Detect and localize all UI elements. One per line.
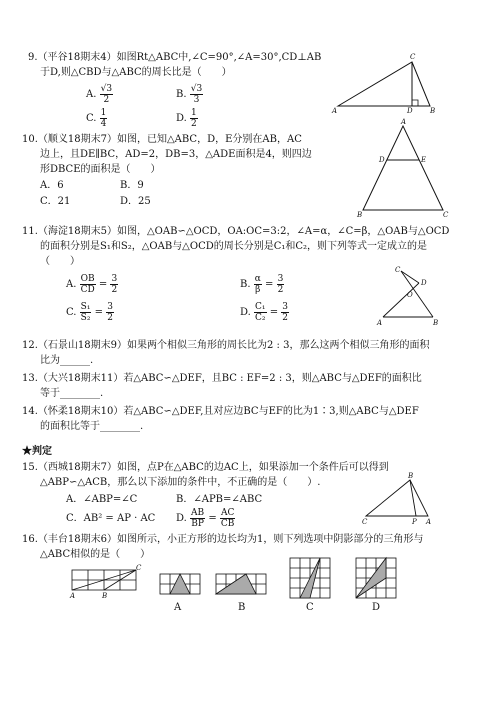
q10-line1: 10.（顺义18期末7）如图，已知△ABC，D，E分别在AB，AC xyxy=(22,134,302,145)
q9-d-fraction: $\frac{1}{2}$ xyxy=(191,108,197,129)
q9-option-d[interactable]: D. $\frac{1}{2}$ xyxy=(176,108,197,129)
q15-option-c[interactable]: C．AB² = AP · AC xyxy=(66,513,156,524)
q16-option-c-figure[interactable] xyxy=(288,556,332,600)
q10-line2: 边上，且DE∥BC，AD=2，DB=3，△ADE面积是4，则四边 xyxy=(40,149,312,160)
q16-label-option-c[interactable]: C xyxy=(306,602,314,613)
q11-option-a[interactable]: A. $\frac{OB}{CD}$ = $\frac{3}{2}$ xyxy=(66,274,118,295)
q9-triangle xyxy=(338,62,430,106)
q11-option-c[interactable]: C. $\frac{\text{S₁}}{\text{S₂}}$ = $\frac{3}{2}$ xyxy=(66,302,113,323)
q9-figure xyxy=(330,52,440,114)
q11-line1: 11.（海淀18期末5）如图，△OAB∽△OCD，OA:OC=3:2，∠A=α，∠C=β，△OAB与△OCD xyxy=(22,226,450,237)
q14-line2: 的面积比等于________. xyxy=(40,421,144,432)
q9-a-fraction: $\frac{√3}{2}$ xyxy=(100,84,113,105)
q10-option-c[interactable]: C．21 xyxy=(40,196,71,207)
q16-label-b: B xyxy=(102,592,108,600)
q10-label-a: A xyxy=(401,118,407,126)
q16-label-a: A xyxy=(70,592,76,600)
q10-triangle xyxy=(363,126,443,210)
q15-figure xyxy=(360,474,440,526)
section-heading: ★判定 xyxy=(22,446,52,457)
q16-label-option-b[interactable]: B xyxy=(238,602,246,613)
q16-label-option-a[interactable]: A xyxy=(174,602,182,613)
q9-b-fraction: $\frac{√3}{3}$ xyxy=(190,84,203,105)
q10-label-e: E xyxy=(421,156,427,164)
q11-label-o: O xyxy=(407,291,413,299)
q15-label-c: C xyxy=(362,518,368,526)
q10-label-b: B xyxy=(357,211,363,219)
q9-option-b[interactable]: B. $\frac{√3}{3}$ xyxy=(176,84,203,105)
q11-label-b: B xyxy=(433,319,439,327)
q14-line1: 14.（怀柔18期末10）若△ABC∽△DEF,且对应边BC与EF的比为1∶3,则△ABC与△DEF xyxy=(22,406,419,417)
q11-line3: （ ） xyxy=(40,256,80,267)
q15-line2: △ABP∽△ACB，那么以下添加的条件中，不正确的是（ ）. xyxy=(40,477,321,488)
q9-label-b: B xyxy=(430,107,436,115)
q16-option-b-figure[interactable] xyxy=(214,572,268,598)
q9-c-fraction: $\frac{1}{4}$ xyxy=(100,108,107,129)
q11-line2: 的面积分别是S₁和S₂，△OAB与△OCD的周长分别是C₁和C₂，则下列等式一定成立的是 xyxy=(40,241,428,252)
q16-line1: 16.（丰台18期末6）如图所示，小正方形的边长均为1，则下列选项中阴影部分的三角形与 xyxy=(22,534,424,545)
q11-seg-cb xyxy=(401,271,433,317)
q10-option-d[interactable]: D．25 xyxy=(120,196,151,207)
q9-option-c[interactable]: C. $\frac{1}{4}$ xyxy=(86,108,107,129)
q15-label-p: P xyxy=(412,518,417,526)
q10-figure xyxy=(355,118,455,218)
q10-option-b[interactable]: B．9 xyxy=(120,180,144,191)
q10-label-d: D xyxy=(379,156,385,164)
q9-option-a[interactable]: A. $\frac{√3}{2}$ xyxy=(86,84,113,105)
q15-triangle xyxy=(366,480,428,516)
q16-original-figure xyxy=(68,566,148,606)
q10-label-c: C xyxy=(443,211,449,219)
q15-option-d[interactable]: D. $\frac{AB}{BP}$ = $\frac{AC}{CB}$ xyxy=(176,508,235,529)
q16-option-d-figure[interactable] xyxy=(354,556,398,600)
q9-right-angle xyxy=(412,100,418,106)
q9-line2: 于D,则△CBD与△ABC的周长比是（ ） xyxy=(40,67,232,78)
q11-option-d[interactable]: D. $\frac{\text{C₁}}{\text{C₂}}$ = $\frac{3}{2}$ xyxy=(240,302,289,323)
q11-option-b[interactable]: B. $\frac{\alpha}{\beta}$ = $\frac{3}{2}$ xyxy=(240,274,284,295)
q15-option-b[interactable]: B．∠APB=∠ABC xyxy=(176,494,263,505)
q9-label-a: A xyxy=(332,107,338,115)
q12-line2: 比为______. xyxy=(40,355,94,366)
q15-line1: 15.（西城18期末7）如图，点P在△ABC的边AC上，如果添加一个条件后可以得到 xyxy=(22,462,389,473)
q9-line1: 9.（平谷18期末4）如图Rt△ABC中,∠C=90°,∠A=30°,CD⊥AB xyxy=(28,52,322,63)
q16-label-c: C xyxy=(136,564,142,572)
q9-label-d: D xyxy=(407,107,413,115)
q13-line1: 13.（大兴18期末11）若△ABC∽△DEF，且BC : EF=2 : 3，则△ABC与△DEF的面积比 xyxy=(22,373,422,384)
q12-line1: 12.（石景山18期末9）如果两个相似三角形的周长比为2 : 3，那么这两个相似三角形的面积 xyxy=(22,340,430,351)
q11-label-a: A xyxy=(377,319,383,327)
q15-option-a[interactable]: A．∠ABP=∠C xyxy=(66,494,138,505)
q10-line3: 形DBCE的面积是（ ） xyxy=(40,164,161,175)
q16-line2: △ABC相似的是（ ） xyxy=(40,549,151,560)
q11-seg-ad xyxy=(383,283,419,317)
q13-line2: 等于________. xyxy=(40,388,104,399)
q11-label-d: D xyxy=(421,279,427,287)
q10-option-a[interactable]: A．6 xyxy=(40,180,64,191)
q15-label-b: B xyxy=(408,472,414,480)
q16-label-option-d[interactable]: D xyxy=(372,602,381,613)
q11-label-c: C xyxy=(395,266,401,274)
q9-label-c: C xyxy=(410,53,416,61)
q15-label-a: A xyxy=(426,518,432,526)
q11-figure xyxy=(375,265,445,327)
q16-option-a-figure[interactable] xyxy=(158,572,202,598)
q11-seg-cd xyxy=(401,271,419,283)
